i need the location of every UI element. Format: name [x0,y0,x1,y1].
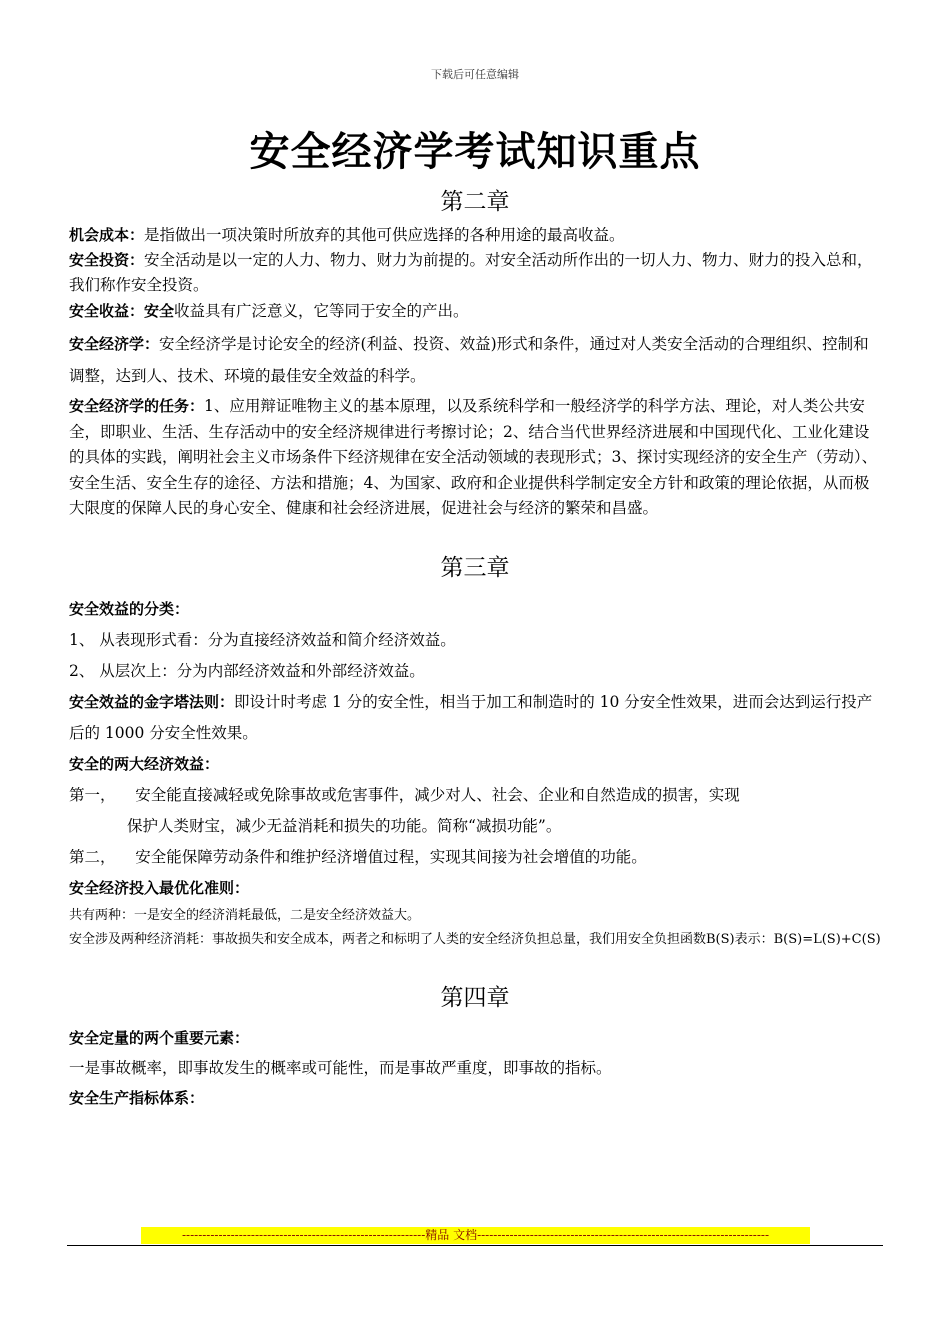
term-text: 1、应用辩证唯物主义的基本原理，以及系统科学和一般经济学的科学方法、理论，对人类公共安全，即职业、生活、生存活动中的安全经济规律进行考擦讨论；2、结合当代世界经济进展和中国现代化、工业化建设的具体的实践，阐明社会主义市场条件下经济规律在安全活动领域的表现形式；3、探讨实现经济的安全生产（劳动）、安全生活、安全生存的途径、方法和措施；4、为国家、政府和企业提供科学制定安全方针和政策的理论依据，从而极大限度的保障人民的身心安全、健康和社会经济进展，促进社会与经济的繁荣和昌盛。 [69,397,878,517]
list-item: 1、 从表现形式看：分为直接经济效益和简介经济效益。 [69,631,456,649]
term-label: 安全定量的两个重要元素： [69,1029,250,1047]
term-label: 安全效益的分类： [69,600,190,618]
term-label: 安全的两大经济效益： [69,755,220,773]
section-benefit-classification [69,594,884,625]
list-item [69,842,884,873]
footer-divider [67,1245,883,1246]
term-label: 安全投资： [69,251,145,269]
paragraph-safety-investment [69,248,884,298]
term-text: 安全经济学是讨论安全的经济(利益、投资、效益)形式和条件，通过对人类安全活动的合理组织、控制和调整，达到人、技术、环境的最佳安全效益的科学。 [69,335,869,385]
term-label: 安全效益的金字塔法则： [69,693,235,711]
term-label: 安全生产指标体系： [69,1089,205,1107]
chapter-2-body [69,223,884,522]
chapter-4-body [69,1023,884,1113]
term-label: 安全经济学： [69,335,160,353]
header-note: 下载后可任意编辑 [431,68,519,81]
item-label: 第一， [69,786,116,804]
paragraph-pyramid-rule [69,687,884,749]
section-two-elements [69,1023,884,1053]
chapter-3-body [69,594,884,952]
term-label: 安全经济学的任务： [69,397,205,415]
chapter-3-heading: 第三章 [440,555,510,581]
term-text: 即设计时考虑 1 分的安全性，相当于加工和制造时的 10 分安全性效果，进而会达到运行投产后的 1000 分安全性效果。 [69,693,873,742]
list-item: 2、 从层次上：分为内部经济效益和外部经济效益。 [69,662,425,680]
term-label: 安全收益：安全 [69,302,175,320]
section-two-benefits [69,749,884,780]
paragraph-opportunity-cost [69,223,884,248]
chapter-2-heading: 第二章 [440,189,510,215]
paragraph-small: 共有两种：一是安全的经济消耗最低，二是安全经济效益大。 [69,908,421,923]
item-text: 安全能保障劳动条件和维护经济增值过程，实现其间接为社会增值的功能。 [135,848,647,866]
footer-banner: ------------------------------------------------------------精品 文档------------------------------------------------------------------------ [141,1227,810,1244]
page-title: 安全经济学考试知识重点 [249,129,701,175]
list-item [69,780,884,811]
paragraph-small: 安全涉及两种经济消耗：事故损失和安全成本，两者之和标明了人类的安全经济负担总量，我们用安全负担函数B(S)表示：B(S)=L(S)+C(S) [69,932,881,947]
term-text: 安全活动是以一定的人力、物力、财力为前提的。对安全活动所作出的一切人力、物力、财力的投入总和，我们称作安全投资。 [69,251,873,294]
term-text: 是指做出一项决策时所放弃的其他可供应选择的各种用途的最高收益。 [144,226,625,244]
term-text: 收益具有广泛意义，它等同于安全的产出。 [174,302,469,320]
item-label: 第二， [69,848,116,866]
list-item-continuation: 保护人类财宝，减少无益消耗和损失的功能。简称“减损功能”。 [127,817,562,835]
chapter-4-heading: 第四章 [440,985,510,1011]
term-label: 安全经济投入最优化准则： [69,879,250,897]
item-text: 安全能直接减轻或免除事故或危害事件，减少对人、社会、企业和自然造成的损害，实现 [135,786,740,804]
paragraph-safety-economics-tasks [69,394,884,522]
section-optimization-criteria [69,873,884,904]
paragraph: 一是事故概率，即事故发生的概率或可能性，而是事故严重度，即事故的指标。 [69,1059,612,1077]
paragraph-safety-economics [69,328,884,392]
section-indicator-system [69,1083,884,1113]
paragraph-safety-return [69,299,884,324]
term-label: 机会成本： [69,226,145,244]
